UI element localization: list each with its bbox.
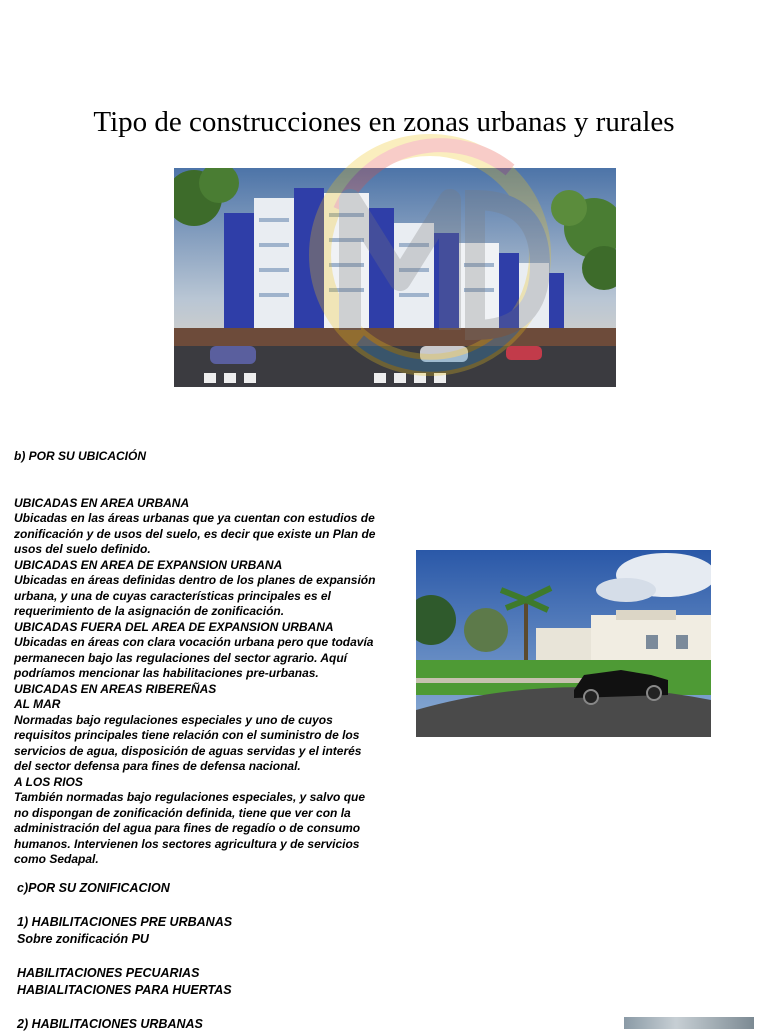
pecuarias-label: HABILITACIONES PECUARIAS (17, 966, 200, 980)
section-c-text (17, 880, 377, 1033)
huertas-label: HABIALITACIONES PARA HUERTAS (17, 983, 232, 997)
text-line: del sector defensa para fines de defensa nacional. (14, 759, 301, 773)
text-line: requerimiento de la asignación de zonificación. (14, 604, 285, 618)
text-line: servicios de agua, disposición de aguas servidas y el interés (14, 743, 362, 758)
item1-subtitle: Sobre zonificación PU (17, 932, 149, 946)
text-line: como Sedapal. (14, 852, 99, 866)
page-title: Tipo de construcciones en zonas urbanas y rurales (93, 106, 675, 138)
text-line: requisitos principales tiene relación con el suministro de los (14, 728, 360, 742)
item2-title: 2) HABILITACIONES URBANAS (17, 1017, 203, 1031)
text-line: UBICADAS EN AREA URBANA (14, 495, 190, 510)
text-line: Ubicadas en áreas con clara vocación urbana pero que todavía (14, 635, 374, 649)
text-line: urbana, y una de cuyas características principales es el (14, 588, 331, 603)
text-line: usos del suelo definido. (14, 542, 151, 556)
text-line: Normadas bajo regulaciones especiales y uno de cuyos (14, 712, 333, 727)
text-line: permanecen bajo las regulaciones del sector agrario. Aquí (14, 650, 347, 665)
housing-street-render-image (416, 550, 711, 737)
text-line: También normadas bajo regulaciones especiales, y salvo que (14, 790, 366, 804)
section-b-text (14, 449, 406, 868)
text-line: Ubicadas en áreas definidas dentro de los planes de expansión (14, 573, 376, 587)
text-line: no dispongan de zonificación definida, tiene que ver con la (14, 805, 351, 820)
building-render-image (174, 168, 616, 387)
section-c-heading: c)POR SU ZONIFICACION (17, 881, 170, 895)
item1-title: 1) HABILITACIONES PRE URBANAS (17, 915, 233, 929)
text-line: zonificación y de usos del suelo, es decir que existe un Plan de (14, 526, 376, 541)
text-line: A LOS RIOS (14, 774, 83, 789)
text-line: AL MAR (14, 697, 61, 711)
text-line: UBICADAS EN AREAS RIBEREÑAS (14, 681, 217, 696)
text-line: administración del agua para fines de regadío o de consumo (14, 821, 361, 835)
text-line: podríamos mencionar las habilitaciones pre-urbanas. (14, 666, 319, 680)
text-line: humanos. Intervienen los sectores agricultura y de servicios (14, 836, 360, 851)
partial-photo (624, 1017, 754, 1029)
text-line: UBICADAS FUERA DEL AREA DE EXPANSION URBANA (14, 619, 334, 634)
section-b-heading: b) POR SU UBICACIÓN (14, 449, 146, 463)
text-line: UBICADAS EN AREA DE EXPANSION URBANA (14, 557, 283, 572)
text-line: Ubicadas en las áreas urbanas que ya cuentan con estudios de (14, 511, 375, 525)
